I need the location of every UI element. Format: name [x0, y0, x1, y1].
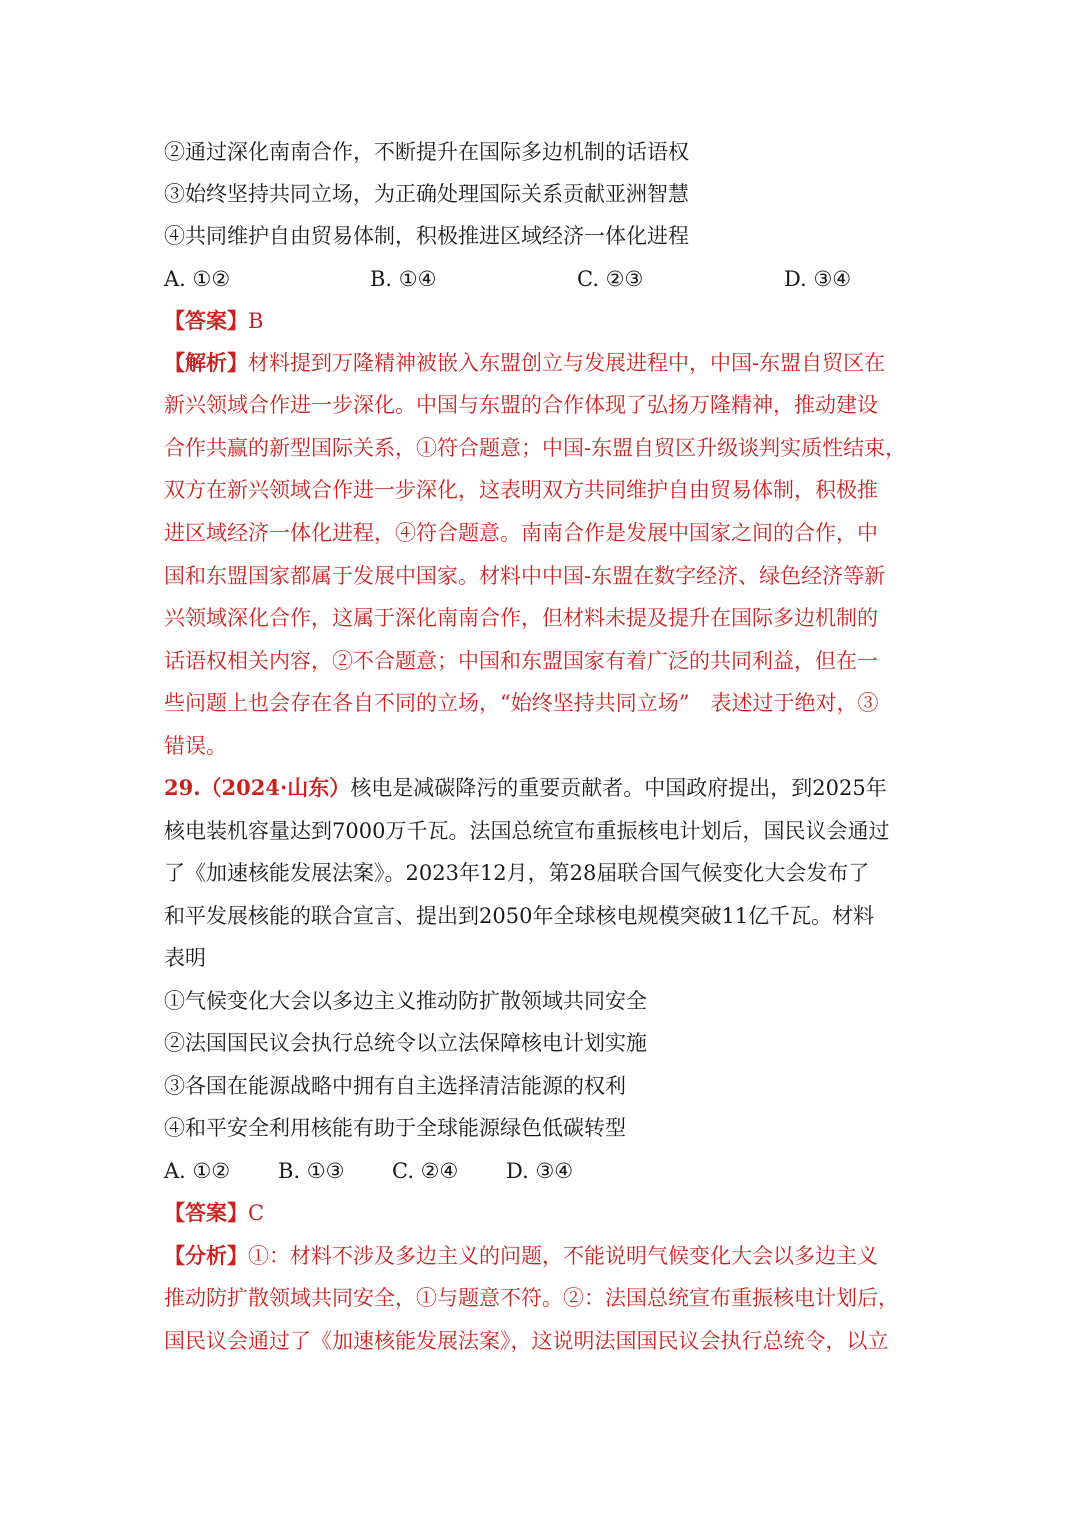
- q28-analysis-line: 国和东盟国家都属于发展中国家。材料中中国-东盟在数字经济、绿色经济等新: [164, 564, 886, 588]
- q29-statement-1: ①气候变化大会以多边主义推动防扩散领域共同安全: [164, 989, 647, 1013]
- q29-analysis-line: [164, 1235, 878, 1277]
- q29-stem-first-line: [164, 767, 887, 809]
- q28-analysis-line: 进区域经济一体化进程，④符合题意。南南合作是发展中国家之间的合作，中: [164, 521, 878, 545]
- q28-analysis-line: [164, 342, 885, 384]
- q28-option-c: C. ②③: [577, 267, 644, 291]
- q28-statement-3: ③始终坚持共同立场，为正确处理国际关系贡献亚洲智慧: [164, 182, 689, 206]
- q29-analysis-text: ①：材料不涉及多边主义的问题，不能说明气候变化大会以多边主义: [248, 1244, 878, 1268]
- q29-stem-line: 了《加速核能发展法案》。2023年12月，第28届联合国气候变化大会发布了: [164, 861, 870, 885]
- q29-stem-text: 核电是减碳降污的重要贡献者。中国政府提出，到2025年: [350, 776, 887, 800]
- q28-answer-tag: 【答案】: [164, 308, 248, 333]
- q29-stem-line: 核电装机容量达到7000万千瓦。法国总统宣布重振核电计划后，国民议会通过: [164, 819, 890, 843]
- q29-analysis-line: 国民议会通过了《加速核能发展法案》，这说明法国国民议会执行总统令，以立: [164, 1329, 889, 1353]
- q28-analysis-tag: 【解析】: [164, 350, 248, 375]
- q28-option-b: B. ①④: [370, 267, 437, 291]
- q29-analysis-line: 推动防扩散领域共同安全，①与题意不符。②：法国总统宣布重振核电计划后，: [164, 1286, 899, 1310]
- q28-analysis-line: 合作共赢的新型国际关系，①符合题意；中国-东盟自贸区升级谈判实质性结束，: [164, 436, 907, 460]
- q28-statement-4: ④共同维护自由贸易体制，积极推进区域经济一体化进程: [164, 224, 689, 248]
- q29-statement-3: ③各国在能源战略中拥有自主选择清洁能源的权利: [164, 1074, 626, 1098]
- q28-analysis-line: 兴领域深化合作，这属于深化南南合作，但材料未提及提升在国际多边机制的: [164, 606, 878, 630]
- q28-option-d: D. ③④: [784, 267, 852, 291]
- q29-source: （2024·山东）: [200, 775, 351, 800]
- q29-option-c: C. ②④: [392, 1159, 459, 1183]
- q29-answer: [164, 1192, 264, 1234]
- q29-answer-value: C: [248, 1201, 265, 1225]
- q28-analysis-line: 错误。: [164, 734, 227, 758]
- q28-analysis-text: 材料提到万隆精神被嵌入东盟创立与发展进程中，中国-东盟自贸区在: [248, 351, 886, 375]
- q29-statement-4: ④和平安全利用核能有助于全球能源绿色低碳转型: [164, 1116, 626, 1140]
- q28-analysis-line: 双方在新兴领域合作进一步深化，这表明双方共同维护自由贸易体制，积极推: [164, 478, 878, 502]
- q29-stem-line: 和平发展核能的联合宣言、提出到2050年全球核电规模突破11亿千瓦。材料: [164, 904, 875, 928]
- q28-answer-value: B: [248, 309, 264, 333]
- q28-analysis-line: 新兴领域合作进一步深化。中国与东盟的合作体现了弘扬万隆精神，推动建设: [164, 393, 878, 417]
- q28-statement-2: ②通过深化南南合作，不断提升在国际多边机制的话语权: [164, 140, 689, 164]
- q29-stem-line: 表明: [164, 946, 206, 970]
- q29-answer-tag: 【答案】: [164, 1200, 248, 1225]
- q29-option-b: B. ①③: [278, 1159, 345, 1183]
- q28-analysis-line: 些问题上也会存在各自不同的立场，“始终坚持共同立场” 表述过于绝对，③: [164, 691, 879, 715]
- q29-option-a: A. ①②: [164, 1159, 231, 1183]
- q28-answer: [164, 300, 263, 342]
- q28-option-a: A. ①②: [164, 267, 231, 291]
- q29-analysis-tag: 【分析】: [164, 1243, 248, 1268]
- q29-statement-2: ②法国国民议会执行总统令以立法保障核电计划实施: [164, 1031, 647, 1055]
- q28-analysis-line: 话语权相关内容，②不合题意；中国和东盟国家有着广泛的共同利益，但在一: [164, 649, 878, 673]
- q29-number: 29.: [164, 775, 201, 800]
- q29-option-d: D. ③④: [506, 1159, 574, 1183]
